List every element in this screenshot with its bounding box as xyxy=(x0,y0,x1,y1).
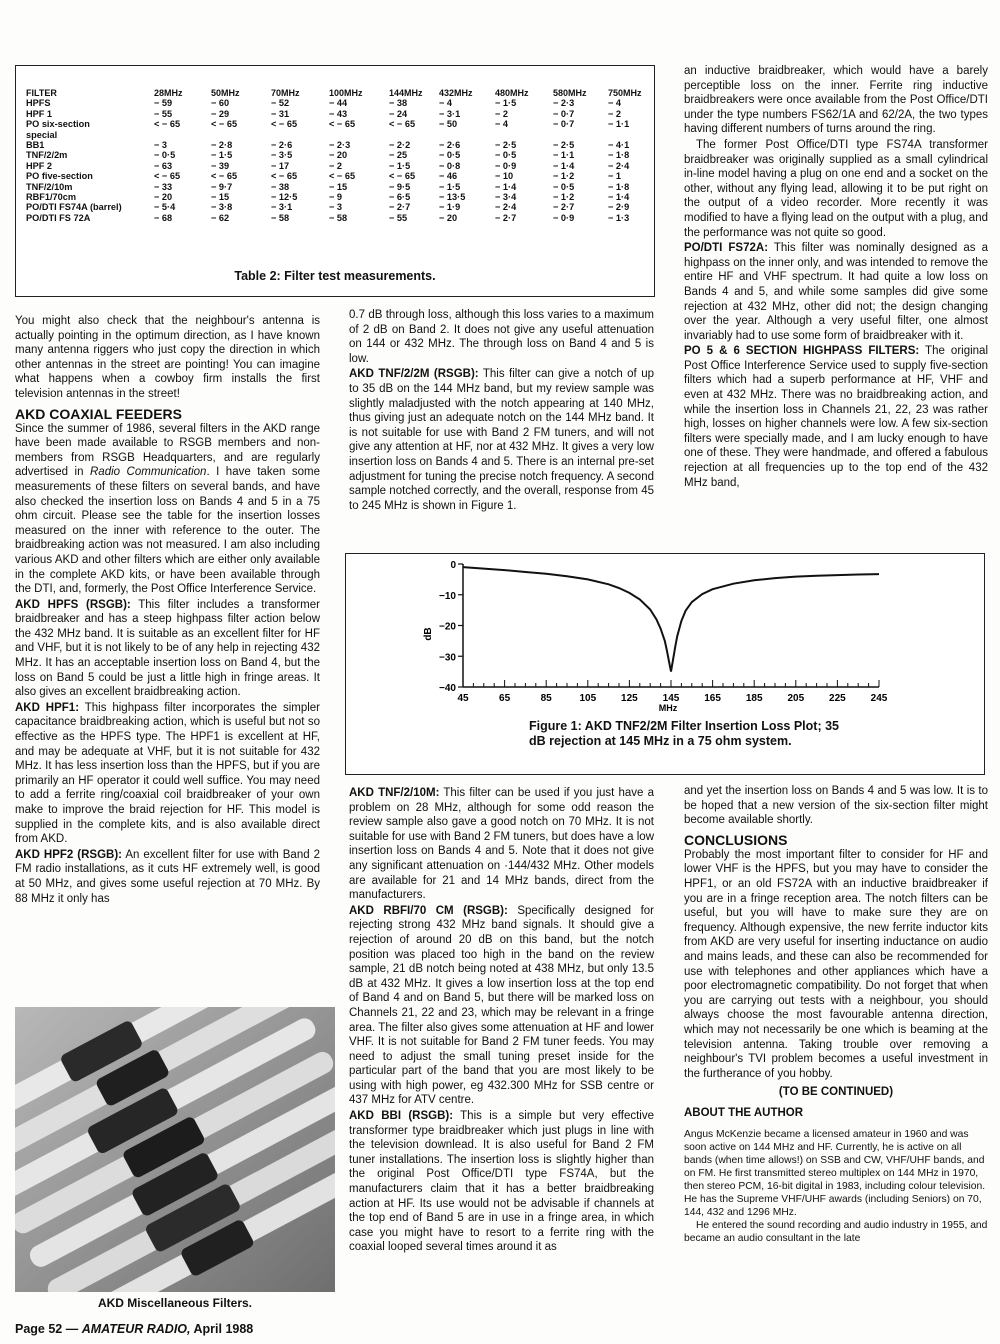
loss-value-cell: − 63 xyxy=(154,160,173,171)
loss-value-cell: − 58 xyxy=(329,212,348,223)
loss-value-cell xyxy=(495,130,553,140)
table-header-cell: 50MHz xyxy=(211,88,240,98)
loss-value-cell: − 4·1 xyxy=(608,140,630,151)
loss-value-cell: − 62 xyxy=(211,212,230,223)
loss-value-cell: − 2 xyxy=(608,108,622,119)
paragraph: AKD HPFS (RSGB): This filter includes a transformer braidbreaker and has a steep highpass filter action below the 432 MHz band. It is suitable as an excellent filter for HF and VHF, but it is not likely to be of any help in rejecting 432 MHz. It has an acceptable insertion loss on Band 4, but the loss on Band 5 could be just a little high in fringe areas. It also gives an excellent braidbreaking action. xyxy=(15,598,320,699)
filter-name-cell: TNF/2/2m xyxy=(26,150,68,161)
section-heading: CONCLUSIONS xyxy=(684,831,788,848)
paragraph: an inductive braidbreaker, which would have a barely perceptible loss on the inner. Ferrite ring inductive braidbreakers were once available from the Post Office/DTI under the type numbers FS62/1A and 62/2A, the two types having different numbers of turns around the ring. xyxy=(684,65,988,136)
loss-value-cell: − 55 xyxy=(389,212,408,223)
loss-value-cell: − 0·5 xyxy=(439,150,461,161)
loss-value-cell: − 2·7 xyxy=(553,202,575,213)
loss-value-cell: − 3·1 xyxy=(439,108,461,119)
loss-value-cell: < − 65 xyxy=(389,171,416,182)
loss-value-cell: − 2·5 xyxy=(553,140,575,151)
paragraph: AKD RBFI/70 CM (RSGB): Specifically designed for rejecting strong 432 MHz band signals. It should give a rejection of around 20 dB on this band, but the notch position was placed too high in the band on the review sample, 21 dB notch being noted at 438 MHz, but only 13.5 dB at 432 MHz. It gives a low insertion loss at the top end of Band 4 and on Band 5, but there will be marked loss on Channels 21, 22 and 23, which may be relevant in a fringe area. The filter also gives some attenuation at HF and lower VHF. It is not suitable for Band 2 FM tuner feeds. You may need to adjust the small tuning preset inside for the particular part of the band that you are most likely to be using with high power, eg 432.300 MHz for SSB centre or 437 MHz for ATV centre. xyxy=(349,904,654,1107)
filter-name-cell: PO/DTI FS 72A xyxy=(26,212,91,223)
loss-value-cell: − 1·5 xyxy=(495,98,517,109)
paragraph: Angus McKenzie became a licensed amateur in 1960 and was soon active on 144 MHz and HF. Currently, he is active on all bands (when time allows!) on SSB and CW, VHF/UHF bands, and on FM. He first transmitted stereo multiplex on 144 MHz in 1970, then stereo PCM, 16-bit digital in 1983, including colour television. He has the Supreme VHF/UHF awards (including Seniors) on 70, 144, 432 and 1296 MHz. xyxy=(684,1129,986,1219)
loss-value-cell: − 13·5 xyxy=(439,192,466,203)
filters-photo-drawing xyxy=(15,1007,335,1292)
table-row xyxy=(26,182,648,192)
filter-name-cell: HPF 1 xyxy=(26,108,53,119)
loss-value-cell: − 2·7 xyxy=(389,202,411,213)
table-header-cell: 70MHz xyxy=(271,88,300,98)
loss-value-cell: < − 65 xyxy=(154,171,181,182)
loss-value-cell: − 3 xyxy=(329,202,343,213)
middle-column-bottom xyxy=(349,786,654,1256)
section-heading: AKD COAXIAL FEEDERS xyxy=(15,405,182,422)
table-row xyxy=(26,98,648,108)
x-tick-label: 65 xyxy=(499,693,511,704)
loss-value-cell: − 1·4 xyxy=(608,192,630,203)
table-header-cell: FILTER xyxy=(26,88,57,98)
loss-value-cell: < − 65 xyxy=(329,119,356,130)
loss-value-cell: − 1·1 xyxy=(553,150,575,161)
loss-value-cell: − 9 xyxy=(329,192,343,203)
loss-value-cell: − 10 xyxy=(495,171,514,182)
x-tick-label: 85 xyxy=(540,693,552,704)
loss-value-cell: − 2·2 xyxy=(389,140,411,151)
loss-value-cell: − 1·2 xyxy=(553,171,575,182)
insertion-loss-line xyxy=(463,567,879,672)
loss-value-cell: < − 65 xyxy=(389,119,416,130)
paragraph: The former Post Office/DTI type FS74A transformer braidbreaker was originally supplied as a small cylindrical in-line model having a plug on one end and a socket on the other, without any flying lead, allowing it to be put right on the output of a video recorder. More recently it was modified to have a flying lead on the output with a plug, and the performance was not quite so good. xyxy=(684,138,988,239)
loss-value-cell: − 6·5 xyxy=(389,192,411,203)
loss-value-cell: − 12·5 xyxy=(271,192,298,203)
loss-value-cell: − 15 xyxy=(211,192,230,203)
table-row xyxy=(26,213,648,223)
loss-value-cell: − 2 xyxy=(329,160,343,171)
chart-axes xyxy=(439,560,888,704)
loss-value-cell: − 0·7 xyxy=(553,119,575,130)
loss-value-cell: − 0·5 xyxy=(495,150,517,161)
loss-value-cell: − 4 xyxy=(608,98,622,109)
loss-value-cell: − 0·5 xyxy=(154,150,176,161)
table-row xyxy=(26,161,648,171)
table-row xyxy=(26,109,648,119)
loss-value-cell: − 20 xyxy=(329,150,348,161)
y-axis-label: dB xyxy=(423,627,434,641)
loss-value-cell: − 0·7 xyxy=(553,108,575,119)
loss-value-cell: − 39 xyxy=(211,160,230,171)
loss-value-cell: − 0·9 xyxy=(553,212,575,223)
table-header-cell: 100MHz xyxy=(329,88,363,98)
loss-value-cell: − 46 xyxy=(439,171,458,182)
loss-value-cell: − 3 xyxy=(154,140,168,151)
paragraph: You might also check that the neighbour's antenna is actually pointing in the optimum direction, as I have known many antenna riggers who just copy the direction in which other antennas in the street are pointing! You can imagine what happens when a cowboy firm installs the first television antennas in the street! xyxy=(15,315,320,400)
filter-name-cell: TNF/2/10m xyxy=(26,181,73,192)
loss-value-cell xyxy=(389,130,439,140)
x-tick-label: 125 xyxy=(621,693,638,704)
y-tick-label: −20 xyxy=(439,621,456,633)
loss-value-cell: − 59 xyxy=(154,98,173,109)
loss-value-cell: − 0·9 xyxy=(495,160,517,171)
paragraph: Since the summer of 1986, several filters in the AKD range have been made available to RSGB members and non-members from RSGB Headquarters, and are regularly advertised in Radio Communication. I have taken some measurements of these filters on several bands, and have also checked the insertion loss on Bands 4 and 5 in a 75 ohm circuit. Please see the table for the insertion losses measured on the inner with reference to the outer. The braidbreaking action was not measured. I am also including various AKD and other filters which are either only available in the complete AKD kits, or have been available through the DTI, and, formerly, the Post Office Interference Service. xyxy=(15,422,320,596)
loss-value-cell: − 68 xyxy=(154,212,173,223)
filter-name-cell: PO five-section xyxy=(26,171,93,182)
filter-name-cell: HPF 2 xyxy=(26,160,53,171)
y-tick-label: −40 xyxy=(439,683,456,694)
loss-value-cell: − 2 xyxy=(495,108,509,119)
x-tick-label: 185 xyxy=(745,693,763,704)
figure-1-panel xyxy=(345,553,985,775)
loss-value-cell xyxy=(271,130,329,140)
x-tick-label: 245 xyxy=(870,693,888,704)
loss-value-cell: − 5·4 xyxy=(154,202,176,213)
loss-value-cell: − 9·5 xyxy=(389,181,411,192)
table-row xyxy=(26,202,648,212)
loss-value-cell: − 20 xyxy=(154,192,173,203)
table-row xyxy=(26,150,648,160)
loss-value-cell: − 44 xyxy=(329,98,348,109)
loss-value-cell: < − 65 xyxy=(154,119,181,130)
loss-value-cell: − 1·3 xyxy=(608,212,630,223)
loss-value-cell: − 1·4 xyxy=(495,181,517,192)
loss-value-cell: − 2·3 xyxy=(553,98,575,109)
y-tick-label: 0 xyxy=(450,560,456,571)
filter-name-cell: RBF1/70cm xyxy=(26,192,77,203)
loss-value-cell: − 29 xyxy=(211,108,230,119)
to-be-continued: (TO BE CONTINUED) xyxy=(778,1086,894,1099)
loss-value-cell: − 60 xyxy=(211,98,230,109)
table-row xyxy=(26,171,648,181)
loss-value-cell xyxy=(439,130,495,140)
loss-value-cell: − 2·4 xyxy=(495,202,517,213)
loss-value-cell: − 3·8 xyxy=(211,202,233,213)
photo-caption: AKD Miscellaneous Filters. xyxy=(97,1296,253,1310)
loss-value-cell: − 2·9 xyxy=(608,202,630,213)
y-tick-label: −10 xyxy=(439,590,456,602)
filter-table-panel xyxy=(15,65,655,297)
paragraph: He entered the sound recording and audio industry in 1955, and became an audio consultant in the late xyxy=(684,1220,988,1245)
paragraph: PO/DTI FS72A: This filter was nominally designed as a highpass on the inner only, and was intended to remove the entire HF and VHF spectrum. It had quite a low loss on Bands 4 and 5, and while some samples did give some rejection at 432 MHz, other did not; the design changing over the year. Although a very useful filter, one almost invariably had to use some form of braidbreaker with it. xyxy=(684,242,988,342)
loss-value-cell: − 25 xyxy=(389,150,408,161)
loss-value-cell xyxy=(608,130,648,140)
y-tick-label: −30 xyxy=(439,652,456,664)
loss-value-cell: − 58 xyxy=(271,212,290,223)
x-tick-label: 165 xyxy=(704,693,721,704)
loss-value-cell: − 52 xyxy=(271,98,290,109)
about-author xyxy=(684,1128,988,1245)
loss-value-cell: − 33 xyxy=(154,181,173,192)
loss-value-cell: − 0·8 xyxy=(439,160,461,171)
loss-value-cell: − 4 xyxy=(495,119,509,130)
loss-value-cell: − 15 xyxy=(329,181,348,192)
loss-value-cell: − 3·1 xyxy=(271,202,293,213)
paragraph: AKD TNF/2/10M: This filter can be used if you just have a problem on 28 MHz, although for some odd reason the review sample also gave a good notch on 70 MHz. It is not suitable for use with Band 2 FM tuners, but does have a low insertion loss on Bands 4 and 5. Note that it does not give any significant attenuation on ·144/432 MHz. Other models are available for 21 and 14 MHz bands, direct from the manufacturers. xyxy=(349,787,655,902)
loss-value-cell: < − 65 xyxy=(211,171,238,182)
filter-name-cell: BB1 xyxy=(26,140,45,151)
loss-value-cell: − 1·1 xyxy=(608,119,630,130)
loss-value-cell xyxy=(329,130,389,140)
loss-value-cell: − 3·4 xyxy=(495,192,517,203)
paragraph: AKD BBI (RSGB): This is a simple but very effective transformer type braidbreaker which just plugs in line with the television downlead. It is also useful for Band 2 FM tuner installations. The insertion loss is slightly higher than the original Post Office/DTI type FS74A, but the manufacturers claim that it has a better braidbreaking action at HF. Its use would not be advisable if channels at the top end of Band 5 are in use in a fringe area, in which case you might have to resort to a ferrite ring with the coaxial looped several times around it as xyxy=(349,1110,654,1254)
table-header-cell: 480MHz xyxy=(495,88,529,98)
loss-value-cell: − 2·8 xyxy=(211,140,233,151)
loss-value-cell: − 38 xyxy=(389,98,408,109)
loss-value-cell: − 38 xyxy=(271,181,290,192)
paragraph: and yet the insertion loss on Bands 4 and 5 was low. It is to be hoped that a new version of the six-section filter might become available shortly. xyxy=(684,785,988,827)
loss-value-cell: < − 65 xyxy=(271,171,298,182)
loss-value-cell: − 1 xyxy=(608,171,622,182)
loss-value-cell xyxy=(553,130,608,140)
loss-value-cell: − 2·7 xyxy=(495,212,517,223)
loss-value-cell: − 50 xyxy=(439,119,458,130)
paragraph: PO 5 & 6 SECTION HIGHPASS FILTERS: The original Post Office Interference Service used to supply five-section filters which had a superb performance at HF, VHF and even at 432 MHz. There was no braidbreaking action, and while the insertion loss in Channels 21, 22, 23 was rather high, losses on higher channels were low. A few six-section filters were specially made, and I am lucky enough to have one of these. They were handmade, and offered a fabulous rejection at all frequencies up to the top end of the 432 MHz band, xyxy=(684,345,988,489)
loss-value-cell: − 31 xyxy=(271,108,290,119)
loss-value-cell: < − 65 xyxy=(329,171,356,182)
table-row xyxy=(26,140,648,150)
loss-value-cell: < − 65 xyxy=(211,119,238,130)
loss-value-cell: − 2·6 xyxy=(439,140,461,151)
x-tick-label: 225 xyxy=(829,693,846,704)
loss-value-cell: − 55 xyxy=(154,108,173,119)
table-row xyxy=(26,130,648,140)
filter-name-cell: PO six-section xyxy=(26,119,90,130)
figure-caption: Figure 1: AKD TNF2/2M Filter Insertion Loss Plot; 35 dB rejection at 145 MHz in a 75 ohm system. xyxy=(529,719,839,748)
table-row xyxy=(26,192,648,202)
table-row xyxy=(26,119,648,129)
loss-value-cell: − 24 xyxy=(389,108,408,119)
table-header-cell: 144MHz xyxy=(389,88,423,98)
paragraph: AKD HPF1: This highpass filter incorporates the simpler capacitance braidbreaking action, which is useful but not so effective as the HPFS type. The HPF1 is excellent at HF, and may be adequate at VHF, but it is not suitable for 432 MHz. It has less insertion loss than the HPFS, but if you are primarily an HF operator it could well suffice. You may need to add a ferrite ring/coaxial coil braidbreaker of your own make to improve the braid rejection for HF. This model is supplied in the complete kits, and is also available direct from AKD. xyxy=(15,701,321,846)
loss-value-cell: − 1·5 xyxy=(439,181,461,192)
loss-value-cell: − 3·5 xyxy=(271,150,293,161)
paragraph: 0.7 dB through loss, although this loss varies to a maximum of 2 dB on Band 2. It does not give any useful attenuation on 144 or 432 MHz. The through loss on Band 4 and 5 is low. xyxy=(349,309,654,365)
loss-value-cell: − 1·2 xyxy=(553,192,575,203)
paragraph: AKD HPF2 (RSGB): An excellent filter for use with Band 2 FM radio installations, as it cuts HF extremely well, is good at 50 MHz, and gives some useful rejection at 70 MHz. By 88 MHz it only has xyxy=(15,848,320,905)
x-tick-label: 45 xyxy=(457,693,469,704)
loss-value-cell: − 20 xyxy=(439,212,458,223)
x-tick-label: 205 xyxy=(787,693,805,704)
x-tick-label: 145 xyxy=(662,693,680,704)
paragraph: Probably the most important filter to consider for HF and lower VHF is the HPFS, but you may have to consider the HPF1, or an old FS72A with an inductive braidbreaker if you are in a fringe reception area. The notch filters can be useful, but you will have to make sure they are on frequency. Although expensive, the new ferrite inductor kits from AKD are very useful for inserting inductance on audio and mains leads, and these can also be recommended for use with telephones and other appliances which have a poor electromagnetic compatibility. Do not forget that when you are carrying out tests with a neighbour, you should always choose the most favourable antenna direction, which may not necessarily be one which is beaming at the television antenna. Taking trouble over removing a neighbour's TVI problem becomes a useful investment in the furtherance of you hobby. xyxy=(684,848,988,1080)
loss-value-cell: − 9·7 xyxy=(211,181,233,192)
filters-photo xyxy=(15,1007,335,1292)
table-header-row xyxy=(26,88,648,98)
loss-value-cell: − 2·6 xyxy=(271,140,293,151)
x-axis-label: MHz xyxy=(658,703,678,713)
page-footer: Page 52 — AMATEUR RADIO, April 1988 xyxy=(15,1322,254,1336)
right-column-top xyxy=(684,64,988,491)
filter-name-cell: special xyxy=(26,129,58,140)
loss-value-cell: − 43 xyxy=(329,108,348,119)
loss-value-cell: − 1·4 xyxy=(553,160,575,171)
loss-value-cell: − 1·9 xyxy=(439,202,461,213)
loss-value-cell: − 17 xyxy=(271,160,290,171)
loss-value-cell: − 1·5 xyxy=(211,150,233,161)
loss-value-cell: − 0·5 xyxy=(553,181,575,192)
table-header-cell: 750MHz xyxy=(608,88,642,98)
table-caption: Table 2: Filter test measurements. xyxy=(234,269,436,283)
paragraph: AKD TNF/2/2M (RSGB): This filter can give a notch of up to 35 dB on the 144 MHz band, but my review sample was slightly maladjusted with the notch appearing at 140 MHz, thus giving just an adequate notch on the 144 MHz band. It is not suitable for use with Band 2 FM tuners, and will not give any attention at HF, nor at 432 MHz. It gives a very low insertion loss on Bands 4 and 5. There is an internal pre-set adjustment for tuning the precise notch frequency. A second sample notched correctly, and the overall, response from 45 to 245 MHz is shown in Figure 1. xyxy=(349,368,654,512)
loss-value-cell xyxy=(211,130,271,140)
loss-value-cell: − 2·5 xyxy=(495,140,517,151)
right-column-bottom xyxy=(684,784,988,1245)
x-tick-label: 105 xyxy=(579,693,597,704)
loss-value-cell: − 1·8 xyxy=(608,181,630,192)
table-header-cell: 28MHz xyxy=(154,88,183,98)
loss-value-cell xyxy=(154,130,211,140)
loss-value-cell: − 2·3 xyxy=(329,140,351,151)
left-column xyxy=(15,314,320,907)
loss-value-cell: − 4 xyxy=(439,98,453,109)
filter-name-cell: HPFS xyxy=(26,98,51,109)
loss-value-cell: − 1·5 xyxy=(389,160,411,171)
middle-column-top xyxy=(349,308,654,514)
loss-value-cell: − 1·8 xyxy=(608,150,630,161)
filter-table xyxy=(26,88,648,223)
loss-value-cell: < − 65 xyxy=(271,119,298,130)
loss-value-cell: − 2·4 xyxy=(608,160,630,171)
table-header-cell: 580MHz xyxy=(553,88,587,98)
table-header-cell: 432MHz xyxy=(439,88,473,98)
filter-name-cell: PO/DTI FS74A (barrel) xyxy=(26,202,122,213)
about-author-heading: ABOUT THE AUTHOR xyxy=(684,1106,804,1119)
